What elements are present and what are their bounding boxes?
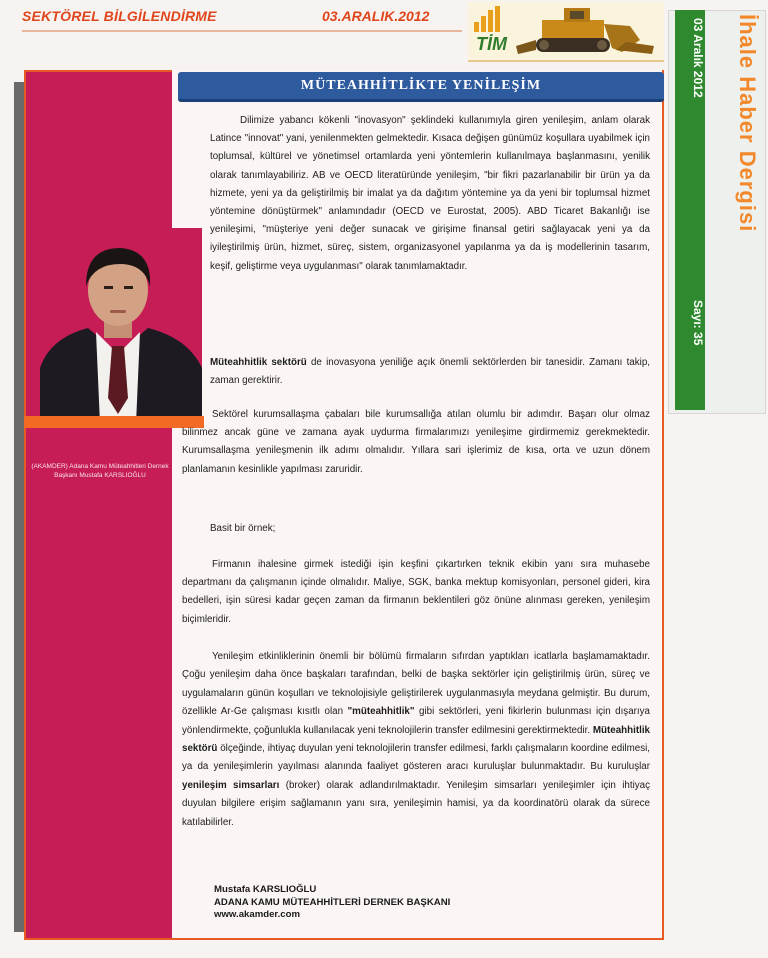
issue-date: 03.ARALIK.2012: [322, 8, 430, 24]
logo-text: TİM: [476, 34, 507, 54]
article-paragraph-4: Basit bir örnek;: [210, 523, 276, 534]
photo-caption: (AKAMDER) Adana Kamu Müteahhitleri Dernek Başkanı Mustafa KARSLIOĞLU: [31, 463, 169, 479]
author-portrait-icon: [40, 228, 202, 424]
signature-website[interactable]: www.akamder.com: [214, 909, 301, 920]
side-banner-issue: Sayı: 35: [691, 300, 705, 346]
signature-block: [214, 884, 450, 922]
side-banner-date: 03 Aralık 2012: [691, 18, 705, 98]
paragraph-2-text: de inovasyona yeniliğe açık önemli sektörlerden bir tanesidir. Zamanı takip, zaman gerektirir.: [210, 357, 650, 387]
pink-sidebar-column: [24, 70, 174, 940]
bold-phrase-sector: Müteahhitlik sektörü: [210, 357, 307, 368]
article-paragraph-1: Dilimize yabancı kökenli "inovasyon" şeklindeki kullanımıyla giren yenileşim, anlam olarak Latince "innovat" yani, yenilenmekten gelmektedir. Kısaca değişen günümüz koşullara uyabilmek için toplumsal, kültürel ve yönetimsel ortamlarda yeni yöntemlerin kullanılmaya başlanmasını, yenilik olarak tanımlayabiliriz. AB ve OECD literatüründe yenileşim, "bir fikri pazarlanabilir bir ürün ya da hizmete, yeni ya da geliştirilmiş bir imalat ya da dağıtım yöntemine ya da yeni bir toplumsal hizmet yöntemine dönüştürmek" anlamındadır (OECD ve Eurostat, 2005). ABD Ticaret Bakanlığı ise yenileşimi, "müşteriye yeni değer sunacak ve girişime finansal getiri sağlayacak yeni ya da iyileştirilmiş ürün, hizmet, süreç, sistem, organizasyonel yapılanma ya da iş modellerinin tasarım, keşif, geliştirme veya uygulanması" olarak tanımlamaktadır.: [210, 115, 650, 272]
side-banner-title: İhale Haber Dergisi: [735, 14, 760, 233]
article-title: MÜTEAHHİTLİKTE YENİLEŞİM: [300, 78, 542, 93]
article-paragraph-6: [182, 648, 650, 832]
bulldozer-icon: [512, 6, 662, 58]
author-photo: [40, 228, 202, 424]
paragraph-6-text-c: gibi sektörleri, yeni fikirlerin bulunması için dışarıya yönlendirmekte, çoğunlukla kullanılacak yeni teknolojilerin transfer edilmesini gerektirmektedir.: [182, 706, 650, 736]
bold-phrase-muteahhitlik: "müteahhitlik": [347, 706, 415, 718]
section-label: SEKTÖREL BİLGİLENDİRME: [22, 8, 217, 24]
logo-bars-icon: [474, 6, 500, 32]
paragraph-6-text-g: (broker) olarak adlandırılmaktadır. Yenileşim simsarları yenileşimler için ihtiyaç duyulan bilgilere erişim sağlamanın yanı sıra, yenileşimin hamisi, ya da koordinatörü olarak da sürece katılabilirler.: [182, 779, 650, 828]
tim-logo: [468, 2, 664, 62]
paragraph-6-text-a: Yenileşim etkinliklerinin önemli bir bölümü firmaların sıfırdan yaptıkları icatlarla başlamamaktadır. Çoğu yenileşim daha önce başkaları tarafından, belki de başka sektörler için geliştirilmiş ürün, süreç ve uygulamaların günün koşulları ve teknolojisiyle geliştirilerek uygulanmasıyla meydana gelmiştir. Bu durum, özellikle Ar-Ge çalışması kısıtlı olan: [182, 651, 650, 718]
header-divider: [22, 30, 462, 32]
signature-organization: ADANA KAMU MÜTEAHHİTLERİ DERNEK BAŞKANI: [214, 896, 451, 908]
paragraph-6-text-e: ölçeğinde, ihtiyaç duyulan yeni teknolojilerin transfer edilmesi, farklı çalışmaların koordine edilmesi, ya da yenileşimlerin yayılması alanında faaliyet gösteren aracı kuruluşlar bulunmaktadır. Bu kuruluşlar: [182, 743, 650, 773]
article-paragraph-5: Firmanın ihalesine girmek istediği işin keşfini çıkartırken teknik ekibin yanı sıra muhasebe departmanı da çalışmanın içinde olmalıdır. Maliye, SGK, banka mektup komisyonları, personel gideri, kira bedelleri, işin süresi kadar geçen zaman da firmanın beklentileri göz önüne alınması gereken, yenileşim biçimleridir.: [182, 559, 650, 625]
signature-name: Mustafa KARSLIOĞLU: [214, 884, 317, 895]
article-paragraph-3: Sektörel kurumsallaşma çabaları bile kurumsallığa atılan olumlu bir adımdır. Başarı olur olmaz bilinmez ancak güne ve zamana ayak uydurma firmalarımızı yenileşime girdirmemiz gerekmektedir. Kurumsallaşma yenileşmenin ilk adımı olmalıdır. Yıllara sari işlerimiz de kısa, orta ve uzun dönem planlamanın kesinlikle yapılması zaruridir.: [182, 409, 650, 475]
article-paragraph-2: [210, 354, 650, 390]
bold-phrase-sector-2: Müteahhitlik sektörü: [182, 724, 650, 755]
photo-underline: [24, 416, 204, 428]
bold-phrase-simsarlari: yenileşim simsarları: [182, 779, 280, 791]
